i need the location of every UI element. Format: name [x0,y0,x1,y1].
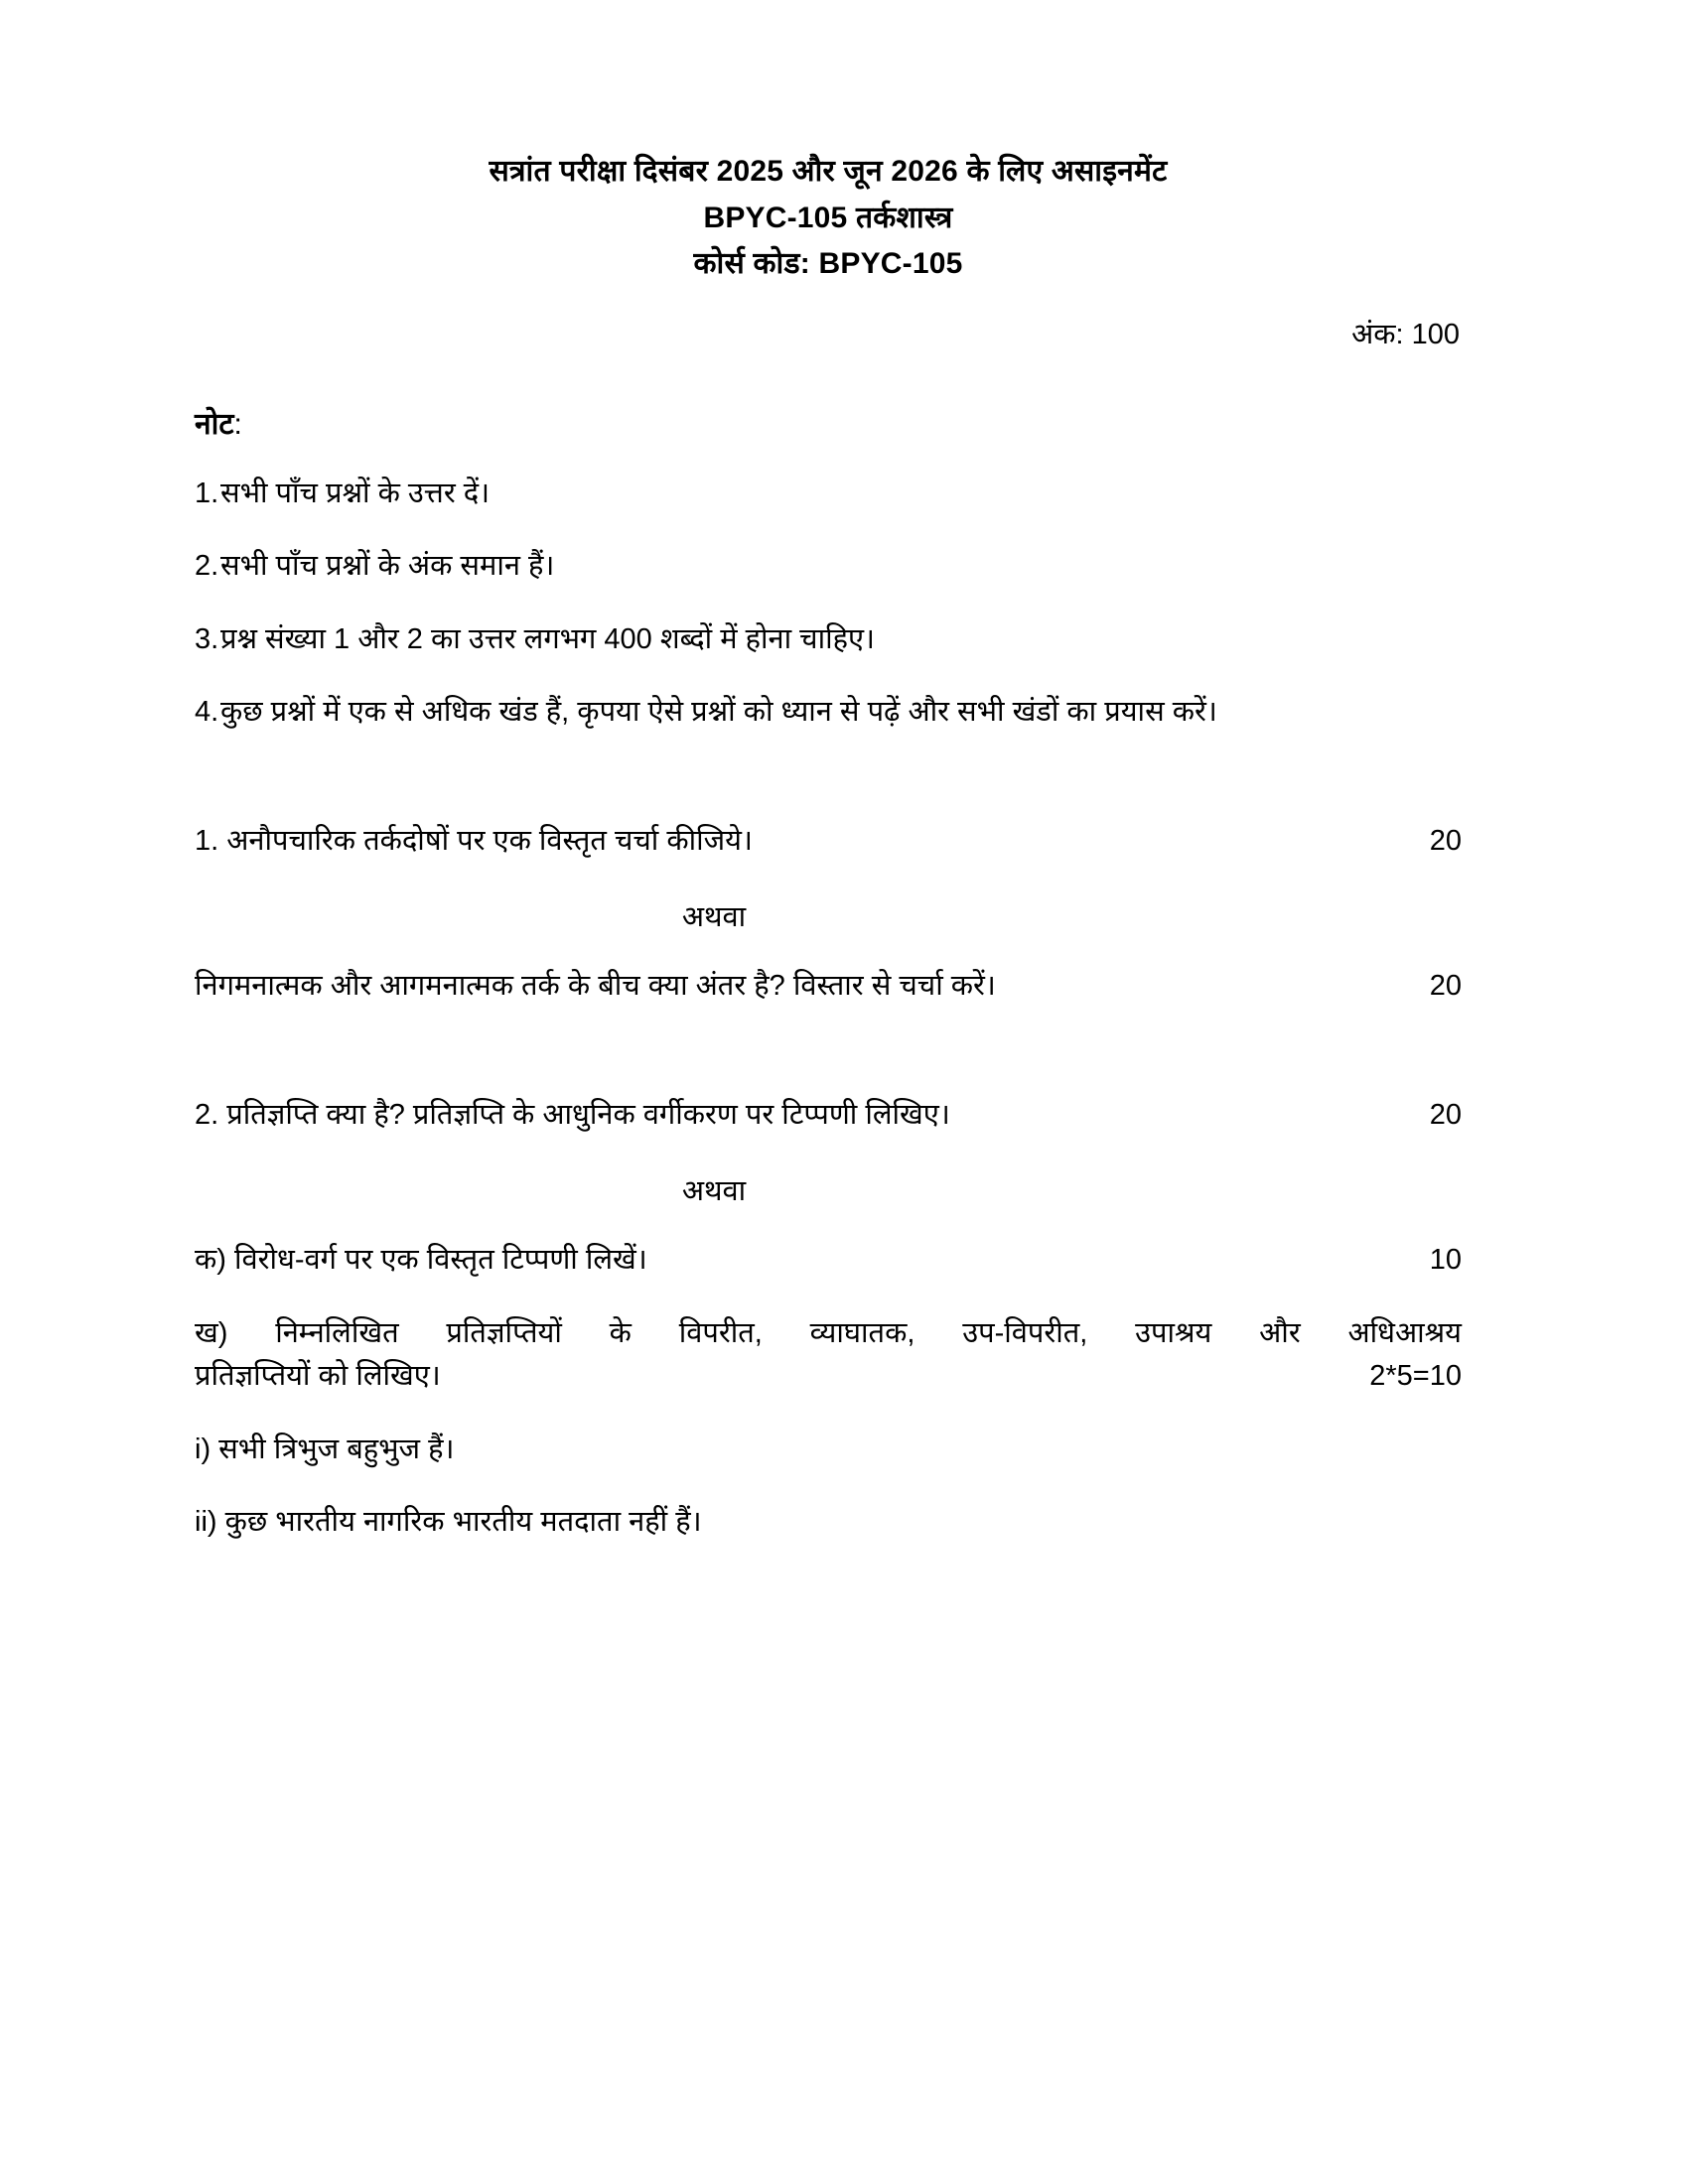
question-1-row [195,820,1462,864]
question-1-alt-row [195,965,1462,1009]
sub-item-ii [195,1501,1462,1545]
note-item-text: कुछ प्रश्नों में एक से अधिक खंड हैं, कृपया ऐसे प्रश्नों को ध्यान से पढ़ें और सभी खंडों का प्रयास करें। [220,696,1217,728]
header-course-line: BPYC-105 तर्कशास्त्र [703,201,953,234]
question-2-marks: 20 [1429,1098,1462,1131]
total-marks: अंक: 100 [1351,318,1460,350]
note-label-colon: : [233,407,242,441]
question-1-alt-block [195,965,1462,1009]
header-course-code-line: कोर्स कोड: BPYC-105 [693,247,963,280]
note-item-number: 2. [195,550,219,582]
question-2-alt-b-line2: प्रतिज्ञप्तियों को लिखिए। [195,1360,441,1392]
question-1-marks: 20 [1429,824,1462,857]
question-2-alt-a-text [195,1239,647,1283]
sub-item-ii-label: ii) [195,1506,217,1538]
question-2-alt-a-marks: 10 [1429,1244,1462,1276]
question-1-alt-marks: 20 [1429,970,1462,1002]
note-item [195,691,1462,735]
document-header [195,149,1462,288]
or-separator-2: अथवा [681,1175,747,1207]
question-2-alt-b-line1: ख) निम्नलिखित प्रतिज्ञप्तियों के विपरीत, व्याघातक, उप-विपरीत, उपाश्रय और अधिआश्रय [195,1316,1462,1349]
question-2-alt-a-row [195,1239,1462,1283]
question-2-row [195,1094,1462,1138]
note-item [195,618,1462,662]
question-2-alt-b-marks: 2*5=10 [1369,1360,1462,1392]
note-label-text: नोट [195,407,234,441]
sub-item-i-label: i) [195,1433,211,1465]
or-separator-1: अथवा [681,901,747,933]
question-2-block [195,1094,1462,1138]
question-1-number: 1. [195,824,219,857]
note-label [195,402,1462,443]
sub-item-ii-text: कुछ भारतीय नागरिक भारतीय मतदाता नहीं हैं। [224,1506,702,1538]
question-1-alt-text: निगमनात्मक और आगमनात्मक तर्क के बीच क्या अंतर है? विस्तार से चर्चा करें। [195,970,996,1002]
note-item-text: प्रश्न संख्या 1 और 2 का उत्तर लगभग 400 शब्दों में होना चाहिए। [220,622,876,655]
note-item [195,545,1462,589]
question-2-alt-a-label: क) [195,1244,226,1276]
note-item-number: 1. [195,477,219,509]
note-item-number: 3. [195,622,219,655]
sub-item-i [195,1429,1462,1472]
spacer [195,1009,1462,1064]
question-1-body: अनौपचारिक तर्कदोषों पर एक विस्तृत चर्चा कीजिये। [226,824,753,857]
question-2-alt-a-body: विरोध-वर्ग पर एक विस्तृत टिप्पणी लिखें। [234,1244,647,1276]
note-item-number: 4. [195,696,219,728]
header-title-line: सत्रांत परीक्षा दिसंबर 2025 और जून 2026 के लिए असाइनमेंट [489,155,1168,188]
question-2-number: 2. [195,1098,219,1131]
sub-item-i-text: सभी त्रिभुज बहुभुज हैं। [218,1433,455,1465]
question-1-block [195,820,1462,864]
spacer [195,735,1462,790]
question-1-text [195,820,753,864]
question-2-alt-a-block [195,1239,1462,1283]
note-item [195,473,1462,516]
question-2-alt-b-block [195,1312,1462,1399]
question-2-body: प्रतिज्ञप्ति क्या है? प्रतिज्ञप्ति के आधुनिक वर्गीकरण पर टिप्पणी लिखिए। [226,1098,950,1131]
note-item-text: सभी पाँच प्रश्नों के अंक समान हैं। [220,550,555,582]
question-2-alt-b-line2-row [195,1355,1462,1399]
note-item-text: सभी पाँच प्रश्नों के उत्तर दें। [220,477,491,509]
question-2-text [195,1094,950,1138]
